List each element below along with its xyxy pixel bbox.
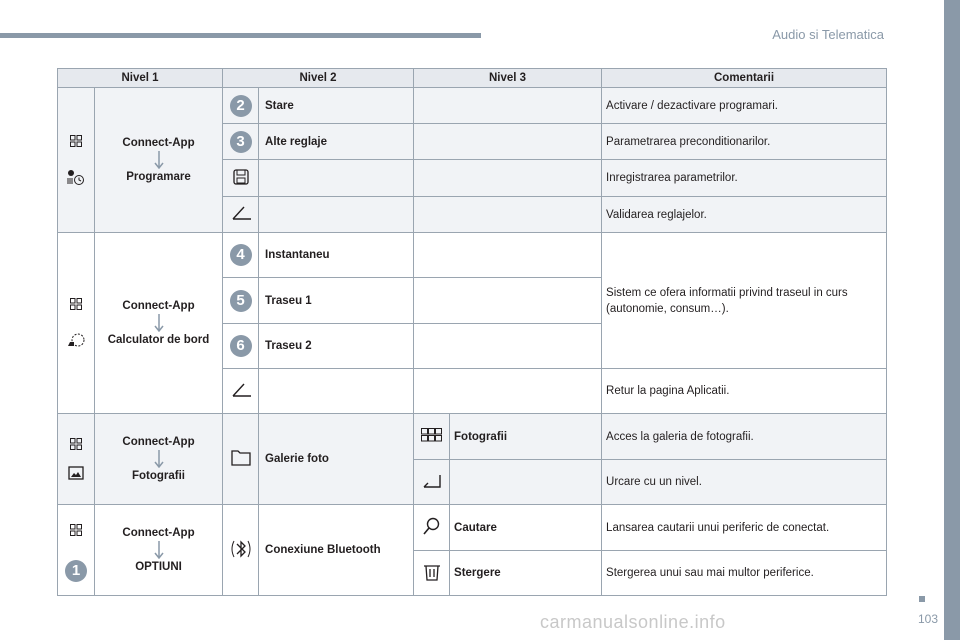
badge-cell (223, 88, 259, 124)
group3-sub-label: Fotografii (131, 470, 186, 482)
badge-cell (223, 124, 259, 160)
nivel2-cell: Galerie foto (259, 414, 414, 505)
col-header-nivel1: Nivel 1 (58, 69, 223, 88)
group2-level1 (95, 233, 223, 414)
badge-cell (223, 278, 259, 324)
nivel3-cell (450, 460, 602, 505)
icon-cell (223, 414, 259, 505)
icon-cell (223, 160, 259, 197)
col-header-nivel3: Nivel 3 (414, 69, 602, 88)
callout-badge: 3 (230, 131, 252, 153)
menu-table (57, 68, 887, 596)
nivel3-cell (414, 369, 602, 414)
callout-badge: 6 (230, 335, 252, 357)
nivel3-cell (414, 278, 602, 324)
comment-cell: Retur la pagina Aplicatii. (602, 369, 887, 414)
group2-icons (58, 233, 95, 414)
group2-sub-label: Calculator de bord (107, 334, 210, 346)
nivel3-cell (414, 324, 602, 369)
apps-grid-icon (70, 298, 82, 310)
group1-sub-label: Programare (126, 171, 191, 183)
gallery-grid-icon (421, 428, 443, 442)
side-tab (944, 0, 960, 640)
page-number: 103 (917, 612, 938, 626)
trip-computer-icon (67, 332, 85, 348)
apps-grid-icon (70, 524, 82, 536)
nivel2-cell: Stare (259, 88, 414, 124)
nivel3-cell: Fotografii (450, 414, 602, 460)
comment-cell: Validarea reglajelor. (602, 197, 887, 233)
group1-icons (58, 88, 95, 233)
group3-level1 (95, 414, 223, 505)
group4-level1 (95, 505, 223, 596)
icon-cell (223, 197, 259, 233)
group3-app-label: Connect-App (122, 436, 195, 448)
down-arrow-icon (154, 151, 164, 169)
callout-badge: 4 (230, 244, 252, 266)
comment-cell: Lansarea cautarii unui periferic de conectat. (602, 505, 887, 551)
badge-cell (223, 233, 259, 278)
comment-cell: Urcare cu un nivel. (602, 460, 887, 505)
icon-cell (223, 369, 259, 414)
nivel2-cell (259, 369, 414, 414)
trash-icon (423, 563, 441, 581)
callout-badge: 2 (230, 95, 252, 117)
search-icon (423, 517, 441, 535)
nivel2-cell: Traseu 1 (259, 278, 414, 324)
comment-cell: Acces la galeria de fotografii. (602, 414, 887, 460)
group4-app-label: Connect-App (122, 527, 195, 539)
page-marker (919, 596, 925, 602)
photos-icon (68, 466, 84, 480)
nivel2-cell: Conexiune Bluetooth (259, 505, 414, 596)
group4-sub-label: OPTIUNI (135, 561, 182, 573)
down-arrow-icon (154, 541, 164, 559)
icon-cell (223, 505, 259, 596)
icon-cell (414, 460, 450, 505)
col-header-comentarii: Comentarii (602, 69, 887, 88)
col-header-nivel2: Nivel 2 (223, 69, 414, 88)
comment-cell: Parametrarea preconditionarilor. (602, 124, 887, 160)
down-arrow-icon (154, 450, 164, 468)
schedule-car-icon (67, 169, 85, 185)
nivel2-cell: Alte reglaje (259, 124, 414, 160)
nivel3-cell (414, 124, 602, 160)
nivel3-cell: Stergere (450, 551, 602, 596)
icon-cell (414, 505, 450, 551)
nivel2-cell (259, 197, 414, 233)
nivel2-cell: Traseu 2 (259, 324, 414, 369)
bluetooth-icon (231, 538, 251, 560)
nivel3-cell (414, 197, 602, 233)
group1-app-label: Connect-App (122, 137, 195, 149)
apps-grid-icon (70, 438, 82, 450)
comment-cell: Inregistrarea parametrilor. (602, 160, 887, 197)
back-arrow-icon (230, 206, 252, 220)
nivel3-cell (414, 233, 602, 278)
header-bar (0, 33, 481, 38)
nivel3-cell: Cautare (450, 505, 602, 551)
callout-badge: 1 (65, 560, 87, 582)
group2-app-label: Connect-App (122, 300, 195, 312)
apps-grid-icon (70, 135, 82, 147)
comment-cell: Stergerea unui sau mai multor periferice. (602, 551, 887, 596)
group3-icons (58, 414, 95, 505)
back-arrow-icon (230, 383, 252, 397)
watermark: carmanualsonline.info (540, 612, 726, 632)
badge-cell (223, 324, 259, 369)
comment-cell: Activare / dezactivare programari. (602, 88, 887, 124)
icon-cell (414, 414, 450, 460)
nivel3-cell (414, 160, 602, 197)
merged-comment-cell: Sistem ce ofera informatii privind traseul in curs (autonomie, consum…). (602, 233, 887, 369)
section-title: Audio si Telematica (772, 27, 884, 42)
up-level-arrow-icon (422, 474, 442, 488)
save-icon (233, 169, 249, 185)
down-arrow-icon (154, 314, 164, 332)
icon-cell (414, 551, 450, 596)
group1-level1 (95, 88, 223, 233)
nivel3-cell (414, 88, 602, 124)
nivel2-cell: Instantaneu (259, 233, 414, 278)
folder-icon (231, 450, 251, 466)
nivel2-cell (259, 160, 414, 197)
callout-badge: 5 (230, 290, 252, 312)
group4-icons (58, 505, 95, 596)
